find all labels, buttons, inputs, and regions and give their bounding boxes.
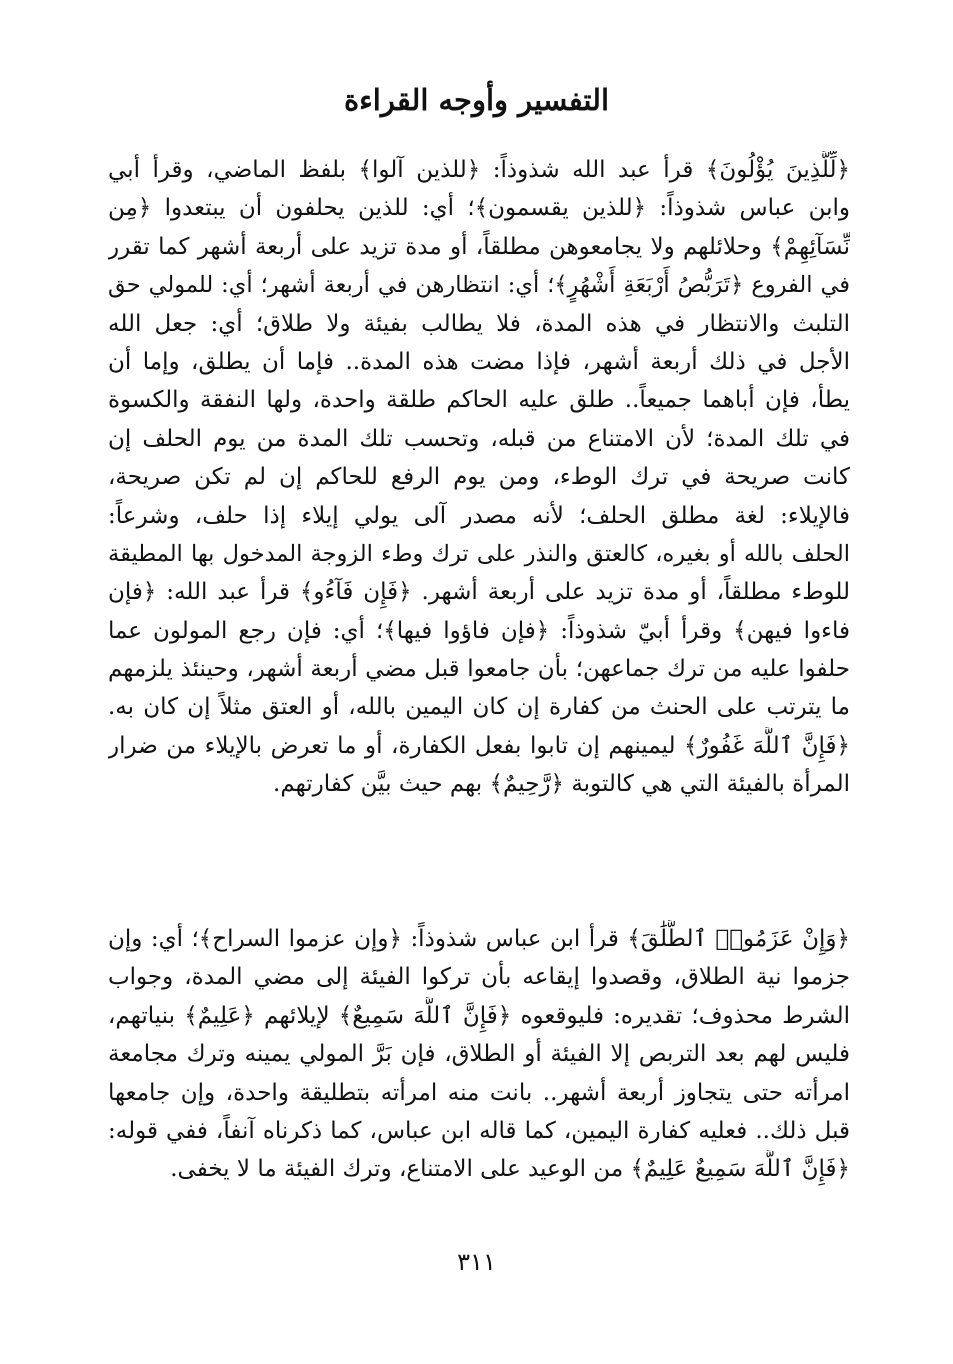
text-line: وابن عباس شذوذاً: ﴿للذين يقسمون﴾؛ أي: للذين يحلفون أن يبتعدوا ﴿مِن: [108, 195, 850, 222]
text-line: الشرط محذوف؛ تقديره: فليوقعوه ﴿فَإِنَّ ٱللَّهَ سَمِيعٌ﴾ لإيلائهم ﴿عَلِيمٌ﴾ بنياتهم،: [108, 1002, 850, 1029]
text-line: امرأته حتى يتجاوز أربعة أشهر.. بانت منه امرأته بتطليقة واحدة، وإن جامعها: [108, 1079, 850, 1106]
text-line: ﴿وَإِنْ عَزَمُوا۟ ٱلطَّلَٰقَ﴾ قرأ ابن عباس شذوذاً: ﴿وإن عزموا السراح﴾؛ أي: وإن: [108, 926, 850, 952]
text-line: ﴿فَإِنَّ ٱللَّهَ غَفُورٌ﴾ ليمينهم إن تابوا بفعل الكفارة، أو ما تعرض بالإيلاء من ضرار: [108, 732, 850, 759]
text-line: جزموا نية الطلاق، وقصدوا إيقاعه بأن تركوا الفيئة إلى مضي المدة، وجواب: [108, 964, 850, 991]
text-line: فاءوا فيهن﴾ وقرأ أبيّ شذوذاً: ﴿فإن فاؤوا فيها﴾؛ أي: فإن رجع المولون عما: [108, 617, 850, 644]
page-header-title: التفسير وأوجه القراءة: [343, 83, 610, 117]
text-line: في تلك المدة؛ لأن الامتناع من قبله، وتحسب تلك المدة من يوم الحلف إن: [108, 425, 850, 452]
text-line: ما يترتب على الحنث من كفارة إن كان اليمين بالله، أو العتق مثلاً إن كان به.: [108, 694, 850, 721]
text-line: الأجل في ذلك أربعة أشهر، فإذا مضت هذه المدة.. فإما أن يطلق، وإما أن: [108, 348, 850, 375]
text-line: كانت صريحة في ترك الوطء، ومن يوم الرفع للحاكم إن لم تكن صريحة،: [108, 464, 850, 491]
text-line: حلفوا عليه من ترك جماعهن؛ بأن جامعوا قبل مضي أربعة أشهر، وحينئذ يلزمهم: [108, 656, 850, 683]
text-line: ﴿فَإِنَّ ٱللَّهَ سَمِيعٌ عَلِيمٌ﴾ من الوعيد على الامتناع، وترك الفيئة ما لا يخفى.: [170, 1156, 850, 1183]
text-line: يطأ، فإن أباهما جميعاً.. طلق عليه الحاكم طلقة واحدة، ولها النفقة والكسوة: [108, 387, 850, 414]
text-line: الحلف بالله أو بغيره، كالعتق والنذر على ترك وطء الزوجة المدخول بها المطيقة: [108, 540, 850, 567]
text-line: للوطء مطلقاً، أو مدة تزيد على أربعة أشهر. ﴿فَإِن فَآءُو﴾ قرأ عبد الله: ﴿فإن: [108, 579, 850, 606]
text-line: التلبث والانتظار في هذه المدة، فلا يطالب بفيئة ولا طلاق؛ أي: جعل الله: [108, 310, 850, 337]
text-line: فالإيلاء: لغة مطلق الحلف؛ لأنه مصدر آلى يولي إيلاء إذا حلف، وشرعاً:: [108, 502, 850, 529]
text-line: قبل ذلك.. فعليه كفارة اليمين، كما قاله ابن عباس، كما ذكرناه آنفاً، ففي قوله:: [108, 1117, 850, 1144]
text-line: نِّسَآئِهِمْ﴾ وحلائلهم ولا يجامعوهن مطلقاً، أو مدة تزيد على أربعة أشهر كما تقرر: [108, 233, 850, 260]
page-number: ٣١١: [457, 1248, 496, 1276]
text-line: فليس لهم بعد التربص إلا الفيئة أو الطلاق، فإن بَرَّ المولي يمينه وترك مجامعة: [108, 1041, 850, 1068]
paragraph-1: [108, 151, 850, 804]
text-line: في الفروع ﴿تَرَبُّصُ أَرْبَعَةِ أَشْهُرٍ﴾؛ أي: انتظارهن في أربعة أشهر؛ أي: للمولي حق: [108, 272, 850, 299]
paragraph-2: [108, 920, 850, 1189]
text-line: ﴿لِّلَّذِينَ يُؤْلُونَ﴾ قرأ عبد الله شذوذاً: ﴿للذين آلوا﴾ بلفظ الماضي، وقرأ أبي: [108, 157, 850, 183]
text-line: المرأة بالفيئة التي هي كالتوبة ﴿رَّحِيمٌ﴾ بهم حيث بيَّن كفارتهم.: [273, 771, 850, 798]
